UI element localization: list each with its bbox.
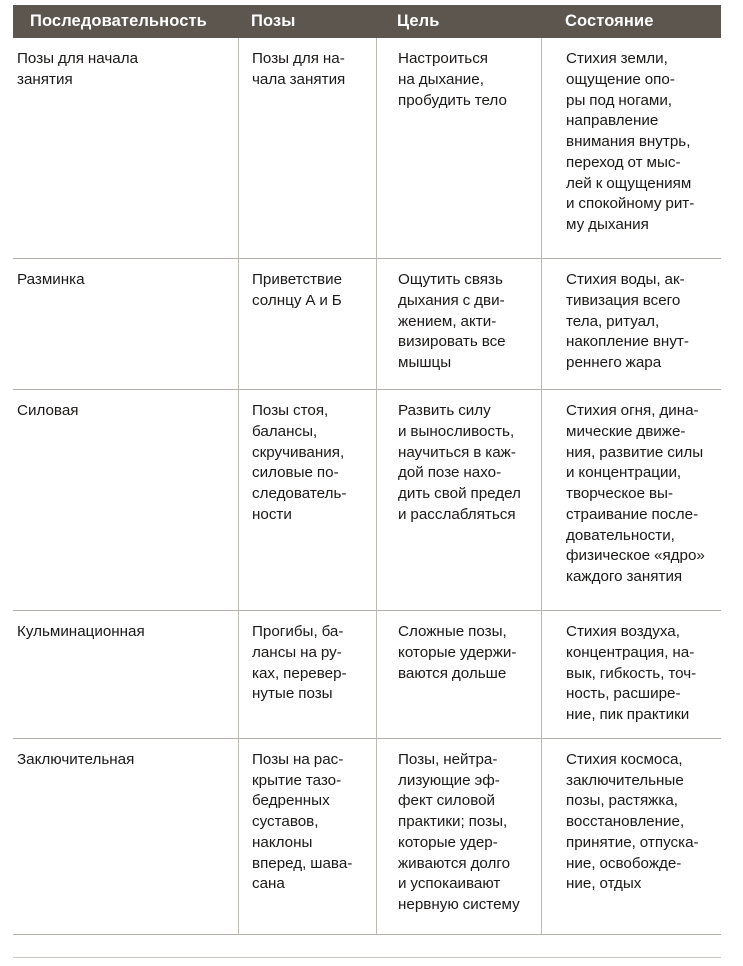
table-row [13,389,721,610]
cell-line: лизующие эф- [398,771,500,789]
cell-line: визировать все [398,333,506,351]
cell-line: Настроиться [398,50,489,67]
cell-line: и концентрации, [566,464,682,482]
cell-line: крытие тазо- [252,771,342,789]
cell-line: сана [252,875,285,893]
cell-poses [238,259,376,389]
cell-line: бедренных [252,792,330,810]
cell-line: дить свой предел [398,485,521,502]
cell-state [541,38,721,258]
cell-line: каждого занятия [566,568,683,585]
cell-line: концентрация, на- [566,643,695,661]
cell-line: научиться в каж- [398,443,516,461]
cell-line: следователь- [252,485,347,502]
table-row [13,38,721,258]
cell-line: ние, отдых [566,875,642,893]
cell-line: восстановление, [566,813,685,830]
cell-line: мические движе- [566,422,686,440]
cell-line: лей к ощущениям [566,174,692,192]
cell-goal [376,739,541,934]
sequence-table [13,5,721,935]
cell-line: физическое «ядро» [566,547,705,565]
cell-line: Приветствие [252,271,343,288]
cell-line: тела, ритуал, [566,312,660,330]
table-row [13,738,721,934]
cell-line: Позы для на- [252,50,345,67]
cell-line: переход от мыс- [566,153,681,171]
cell-line: реннего жара [566,354,662,371]
cell-line: му дыхания [566,216,649,233]
cell-state [541,259,721,389]
cell-line: ность, расшире- [566,685,681,703]
cell-state [541,611,721,738]
cell-line: и выносливость, [398,422,515,440]
cell-line: направление [566,112,659,130]
cell-poses [238,390,376,610]
cell-line: Позы, нейтра- [398,750,498,768]
cell-line: и спокойному рит- [566,195,695,213]
cell-line: Стихия воздуха, [566,623,680,640]
cell-line: дой позе нахо- [398,464,502,482]
cell-line: Стихия космоса, [566,750,683,768]
cell-line: ваются дольше [398,664,507,682]
table-row [13,610,721,738]
cell-line: ние, освобожде- [566,854,682,872]
cell-line: Стихия воды, ак- [566,271,685,288]
cell-line: на дыхание, [398,70,484,88]
cell-line: тивизация всего [566,291,681,309]
cell-line: внимания внутрь, [566,133,691,150]
column-header-sequence: Последовательность [30,12,207,31]
cell-poses [238,739,376,934]
cell-line: Разминка [17,271,85,288]
cell-line: Позы для начала [17,50,139,67]
cell-line: Кульминационная [17,623,145,640]
cell-line: творческое вы- [566,485,674,502]
cell-line: чала занятия [252,70,346,88]
cell-line: ния, развитие силы [566,443,704,461]
table-body [13,38,721,935]
cell-line: Прогибы, ба- [252,623,344,640]
cell-poses [238,611,376,738]
cell-line: накопление внут- [566,333,689,351]
cell-line: нутые позы [252,685,333,703]
cell-line: и успокаивают [398,875,501,893]
cell-line: позы, растяжка, [566,792,678,810]
cell-sequence [13,390,238,610]
cell-line: ности [252,505,292,523]
cell-goal [376,611,541,738]
cell-line: балансы, [252,422,318,440]
cell-line: практики; позы, [398,813,508,830]
cell-goal [376,38,541,258]
cell-goal [376,259,541,389]
cell-line: скручивания, [252,443,345,461]
cell-line: солнцу А и Б [252,291,342,309]
cell-sequence [13,38,238,258]
cell-line: дыхания с дви- [398,291,505,309]
cell-line: Силовая [17,402,79,419]
cell-line: Развить силу [398,402,491,419]
cell-line: живаются долго [398,854,511,872]
cell-line: наклоны [252,833,313,851]
cell-line: суставов, [252,813,319,830]
column-header-poses: Позы [251,12,296,31]
cell-line: ощущение опо- [566,70,675,88]
cell-line: ние, пик практики [566,706,690,723]
cell-line: занятия [17,70,73,88]
cell-line: вперед, шава- [252,854,353,872]
cell-sequence [13,611,238,738]
cell-line: заключительные [566,771,684,789]
cell-line: вык, гибкость, точ- [566,664,697,682]
cell-line: Позы на рас- [252,750,344,768]
cell-line: Ощутить связь [398,271,503,288]
cell-sequence [13,259,238,389]
cell-line: принятие, отпуска- [566,833,699,851]
cell-line: страивание после- [566,505,699,523]
cell-line: силовые по- [252,464,339,482]
cell-goal [376,390,541,610]
cell-line: ках, перевер- [252,664,347,682]
cell-line: Сложные позы, [398,623,507,640]
cell-line: довательности, [566,526,675,544]
cell-line: лансы на ру- [252,643,342,661]
cell-state [541,390,721,610]
cell-line: которые удержи- [398,643,517,661]
column-header-state: Состояние [565,12,654,31]
cell-line: ры под ногами, [566,91,673,109]
table-row [13,258,721,389]
cell-line: жением, акти- [398,312,497,330]
cell-line: Заключительная [17,750,135,768]
table-header-row [13,5,721,38]
cell-line: пробудить тело [398,91,507,109]
cell-line: мышцы [398,354,452,371]
cell-line: Позы стоя, [252,402,329,419]
cell-state [541,739,721,934]
cell-line: Стихия огня, дина- [566,402,699,419]
cell-sequence [13,739,238,934]
column-header-goal: Цель [397,12,440,31]
cell-line: фект силовой [398,792,496,810]
cell-line: и расслабляться [398,505,516,523]
cell-poses [238,38,376,258]
footer-divider [13,957,721,958]
cell-line: нервную систему [398,896,520,913]
cell-line: Стихия земли, [566,50,668,67]
cell-line: которые удер- [398,833,498,851]
